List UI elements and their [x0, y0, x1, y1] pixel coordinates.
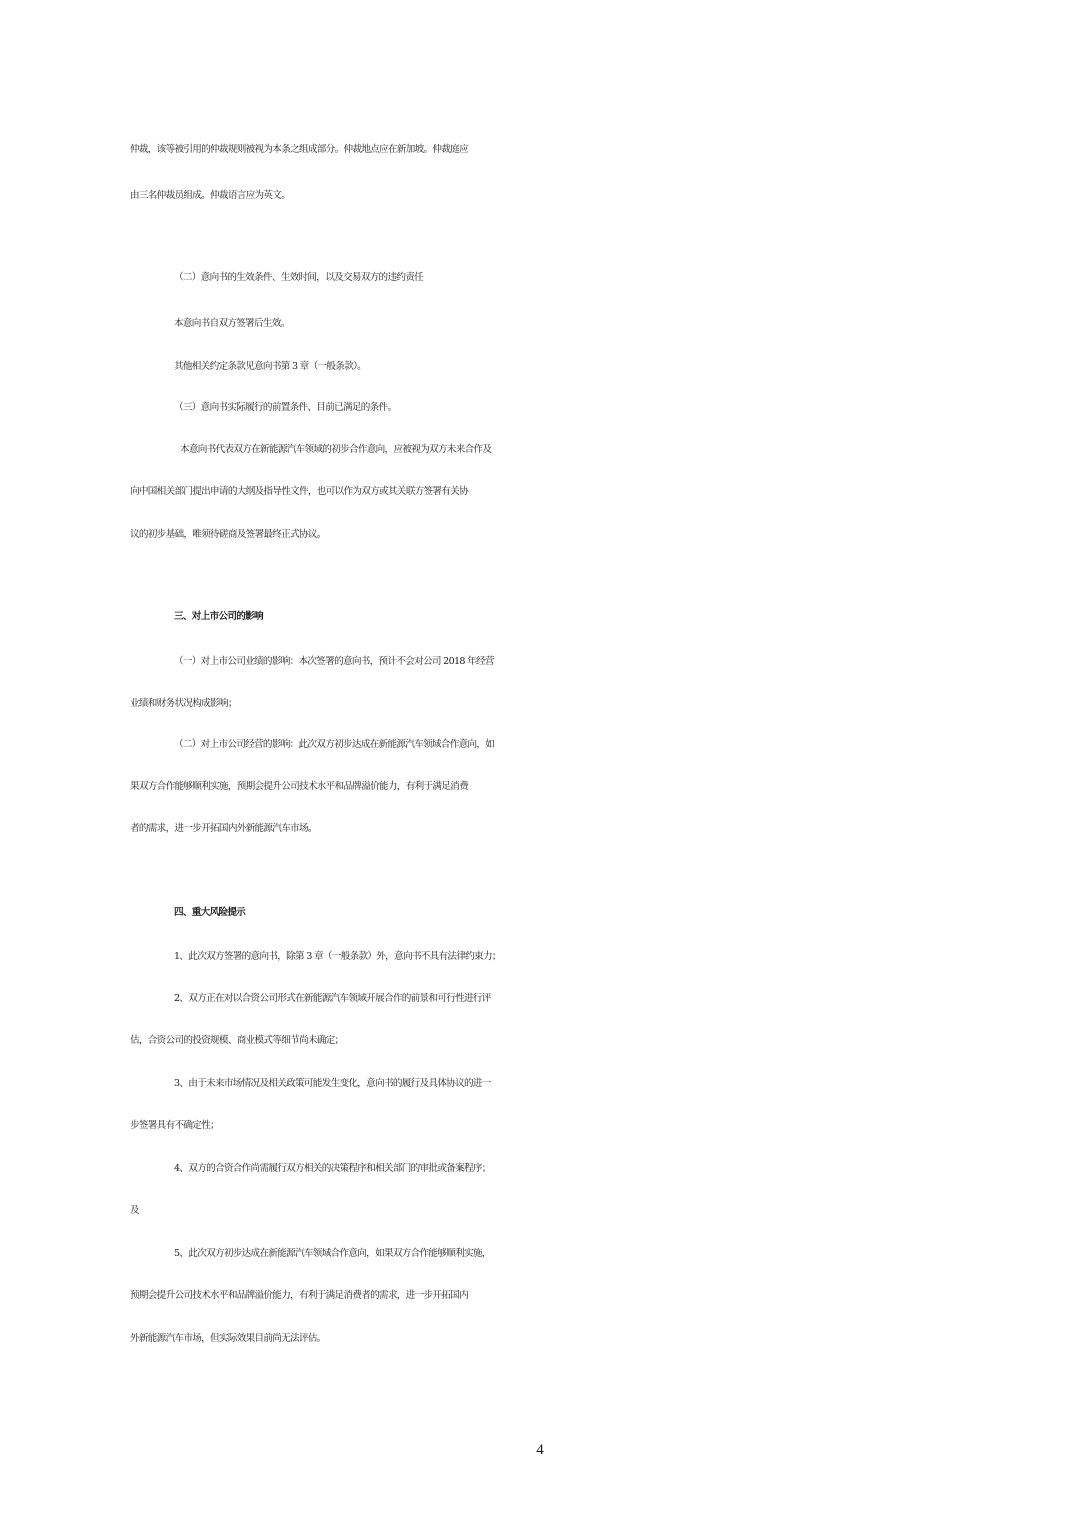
- text-line: 步签署具有不确定性；: [130, 1120, 219, 1131]
- text-line: 及: [130, 1205, 139, 1216]
- text-line: 估，合资公司的投资规模、商业模式等细节尚未确定；: [130, 1035, 344, 1046]
- list-item: 2、双方正在对以合资公司形式在新能源汽车领域开展合作的前景和可行性进行评: [174, 993, 491, 1004]
- text-line: 果双方合作能够顺利实施，预期会提升公司技术水平和品牌溢价能力，有利于满足消费: [130, 781, 468, 792]
- text-line: 向中国相关部门提出申请的大纲及指导性文件，也可以作为双方或其关联方签署有关协: [130, 486, 468, 497]
- text-line: 预期会提升公司技术水平和品牌溢价能力，有利于满足消费者的需求，进一步开拓国内: [130, 1290, 468, 1301]
- text-line: 仲裁，该等被引用的仲裁规则被视为本条之组成部分。仲裁地点应在新加坡。仲裁庭应: [130, 144, 468, 155]
- subsection-heading: （三）意向书实际履行的前置条件、目前已满足的条件。: [174, 402, 397, 413]
- text-line: 由三名仲裁员组成。仲裁语言应为英文。: [130, 190, 291, 201]
- list-item: 4、双方的合资合作尚需履行双方相关的决策程序和相关部门的审批或备案程序；: [174, 1163, 491, 1174]
- text-line: 本意向书自双方签署后生效。: [174, 318, 290, 329]
- text-line: 议的初步基础，唯须待磋商及签署最终正式协议。: [130, 529, 326, 540]
- list-item: 5、此次双方初步达成在新能源汽车领域合作意向，如果双方合作能够顺利实施，: [174, 1248, 491, 1259]
- section-heading: 三、对上市公司的影响: [174, 611, 263, 622]
- text-line: 外新能源汽车市场，但实际效果目前尚无法评估。: [130, 1333, 326, 1344]
- subsection-heading: （二）意向书的生效条件、生效时间，以及交易双方的违约责任: [174, 272, 424, 283]
- subsection-heading: （一）对上市公司业绩的影响：本次签署的意向书，预计不会对公司 2018 年经营: [174, 656, 494, 667]
- text-line: 者的需求，进一步开拓国内外新能源汽车市场。: [130, 823, 317, 834]
- section-heading: 四、重大风险提示: [174, 907, 246, 918]
- text-line: 其他相关约定条款见意向书第 3 章（一般条款）。: [174, 361, 367, 372]
- subsection-heading: （二）对上市公司经营的影响：此次双方初步达成在新能源汽车领域合作意向，如: [174, 739, 495, 750]
- text-line: 本意向书代表双方在新能源汽车领域的初步合作意向，应被视为双方未来合作及: [180, 444, 492, 455]
- list-item: 1、此次双方签署的意向书，除第 3 章（一般条款）外，意向书不具有法律约束力；: [174, 951, 501, 962]
- text-line: 业绩和财务状况构成影响；: [130, 698, 237, 709]
- list-item: 3、由于未来市场情况及相关政策可能发生变化，意向书的履行及具体协议的进一: [174, 1078, 491, 1089]
- page-number: 4: [536, 1442, 544, 1458]
